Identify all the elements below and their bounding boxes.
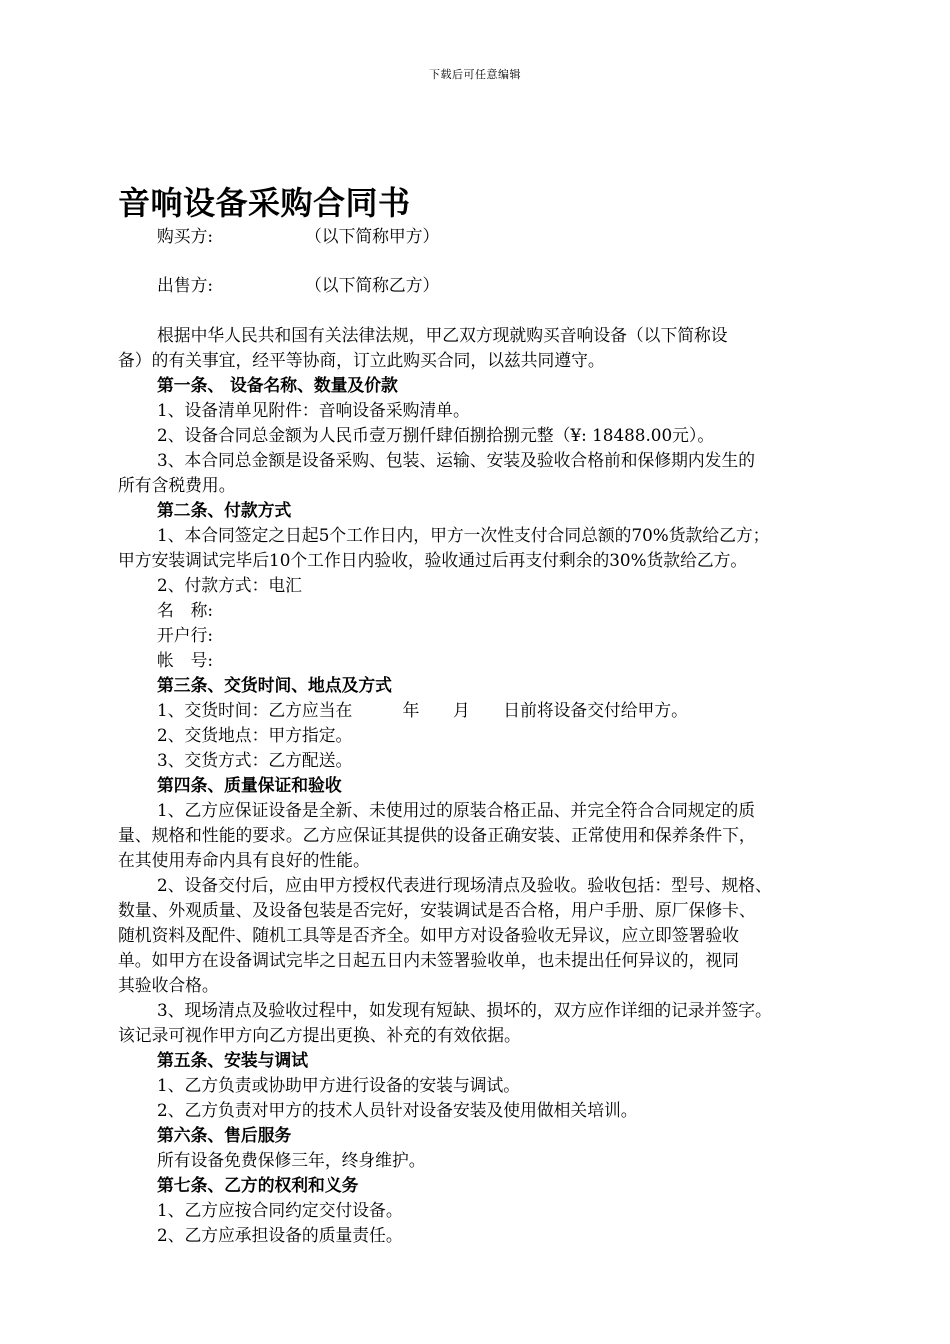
payee-account-label: 帐 号:: [157, 650, 213, 670]
article-2-item: 甲方安装调试完毕后10个工作日内验收，验收通过后再支付剩余的30%货款给乙方。: [118, 550, 748, 570]
article-3-heading: 第三条、交货时间、地点及方式: [157, 675, 392, 695]
article-6-heading: 第六条、售后服务: [157, 1125, 292, 1145]
article-3-item: 1、交货时间：乙方应当在 年 月 日前将设备交付给甲方。: [157, 700, 688, 720]
intro-line: 备）的有关事宜，经平等协商，订立此购买合同，以兹共同遵守。: [118, 350, 605, 370]
article-3-item: 3、交货方式：乙方配送。: [157, 750, 353, 770]
seller-line: [157, 273, 439, 298]
seller-note: （以下简称乙方）: [305, 275, 440, 295]
article-1-item: 2、设备合同总金额为人民币壹万捌仟肆佰捌拾捌元整（¥: 18488.00元）。: [157, 425, 715, 445]
article-5-item: 2、乙方负责对甲方的技术人员针对设备安装及使用做相关培训。: [157, 1100, 638, 1120]
article-4-line: 单。如甲方在设备调试完毕之日起五日内未签署验收单，也未提出任何异议的，视同: [118, 950, 739, 970]
buyer-note: （以下简称甲方）: [305, 226, 440, 246]
article-7-item: 1、乙方应按合同约定交付设备。: [157, 1200, 403, 1220]
article-4-heading: 第四条、质量保证和验收: [157, 775, 342, 795]
article-1-item: 所有含税费用。: [118, 475, 236, 495]
article-4-line: 其验收合格。: [118, 975, 219, 995]
article-4-line: 3、现场清点及验收过程中，如发现有短缺、损坏的，双方应作详细的记录并签字。: [157, 1000, 772, 1020]
article-4-line: 随机资料及配件、随机工具等是否齐全。如甲方对设备验收无异议，应立即签署验收: [118, 925, 739, 945]
page-header: 下载后可任意编辑: [429, 68, 521, 81]
article-6-item: 所有设备免费保修三年，终身维护。: [157, 1150, 426, 1170]
article-1-heading: 第一条、 设备名称、数量及价款: [157, 375, 398, 395]
article-1-item: 1、设备清单见附件：音响设备采购清单。: [157, 400, 470, 420]
seller-label: 出售方:: [157, 275, 213, 295]
buyer-line: [157, 224, 439, 249]
article-1-item: 3、本合同总金额是设备采购、包装、运输、安装及验收合格前和保修期内发生的: [157, 450, 756, 470]
article-2-heading: 第二条、付款方式: [157, 500, 292, 520]
article-2-item: 1、本合同签定之日起5个工作日内，甲方一次性支付合同总额的70%货款给乙方；: [157, 525, 770, 545]
article-4-line: 1、乙方应保证设备是全新、未使用过的原装合格正品、并完全符合合同规定的质: [157, 800, 756, 820]
article-4-line: 量、规格和性能的要求。乙方应保证其提供的设备正确安装、正常使用和保养条件下，: [118, 825, 756, 845]
contract-title: 音响设备采购合同书: [118, 184, 411, 222]
article-7-item: 2、乙方应承担设备的质量责任。: [157, 1225, 403, 1245]
article-4-line: 2、设备交付后，应由甲方授权代表进行现场清点及验收。验收包括：型号、规格、: [157, 875, 772, 895]
article-3-item: 2、交货地点：甲方指定。: [157, 725, 353, 745]
article-2-item: 2、付款方式：电汇: [157, 575, 302, 595]
payee-bank-label: 开户行:: [157, 625, 213, 645]
intro-line: 根据中华人民共和国有关法律法规，甲乙双方现就购买音响设备（以下简称设: [157, 325, 728, 345]
article-5-heading: 第五条、安装与调试: [157, 1050, 309, 1070]
buyer-label: 购买方:: [157, 226, 213, 246]
article-5-item: 1、乙方负责或协助甲方进行设备的安装与调试。: [157, 1075, 521, 1095]
article-4-line: 该记录可视作甲方向乙方提出更换、补充的有效依据。: [118, 1025, 521, 1045]
article-4-line: 在其使用寿命内具有良好的性能。: [118, 850, 370, 870]
article-4-line: 数量、外观质量、及设备包装是否完好，安装调试是否合格，用户手册、原厂保修卡、: [118, 900, 756, 920]
article-7-heading: 第七条、乙方的权利和义务: [157, 1175, 359, 1195]
payee-name-label: 名 称:: [157, 600, 213, 620]
